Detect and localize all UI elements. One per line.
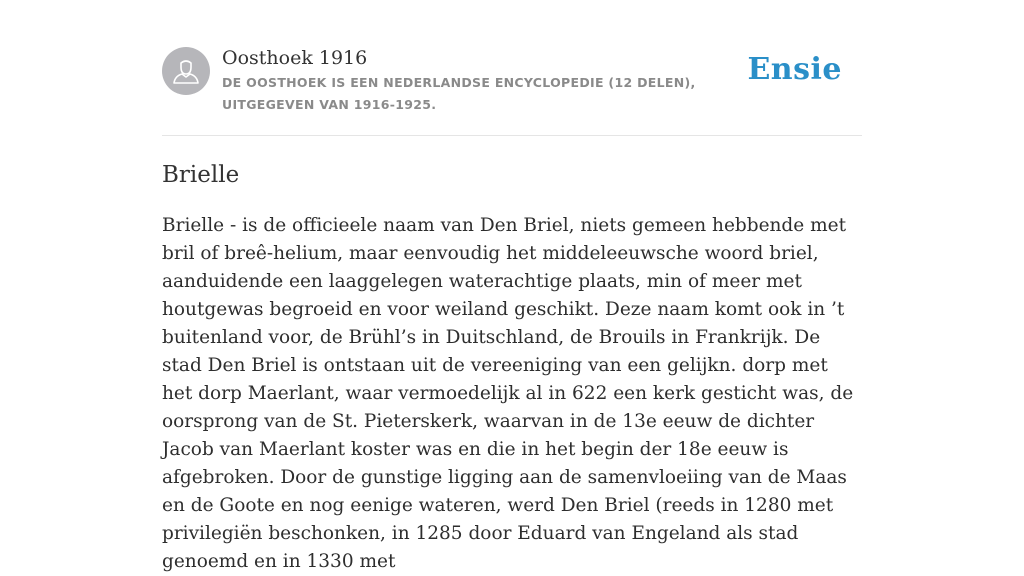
user-avatar-icon[interactable] — [162, 47, 210, 95]
header-divider — [162, 135, 862, 136]
article-title: Brielle — [162, 162, 240, 188]
ensie-logo[interactable]: Ensie — [747, 52, 842, 87]
article-body: Brielle - is de officieele naam van Den Briel, niets gemeen hebbende met bril of breê-helium, maar eenvoudig het middeleeuwsche woord briel, aanduidende een laaggelegen waterachtige plaats, min of meer met houtgewas begroeid en voor weiland geschikt. Deze naam komt ook in ’t buitenland voor, de Brühl’s in Duitschland, de Brouils in Frankrijk. De stad Den Briel is ontstaan uit de vereeniging van een gelijkn. dorp met het dorp Maerlant, waar vermoedelijk al in 622 een kerk gesticht was, de oorsprong van de St. Pieterskerk, waarvan in de 13e eeuw de dichter Jacob van Maerlant koster was en die in het begin der 18e eeuw is afgebroken. Door de gunstige ligging aan de samenvloeiing van de Maas en de Goote en nog eenige wateren, werd Den Briel (reeds in 1280 met privilegiën beschonken, in 1285 door Eduard van Engeland als stad genoemd en in 1330 met — [162, 215, 854, 572]
publication-title[interactable]: Oosthoek 1916 — [222, 47, 368, 69]
publication-header — [162, 46, 862, 116]
publication-description: DE OOSTHOEK IS EEN NEDERLANDSE ENCYCLOPEDIE (12 DELEN), UITGEGEVEN VAN 1916-1925. — [222, 75, 696, 112]
